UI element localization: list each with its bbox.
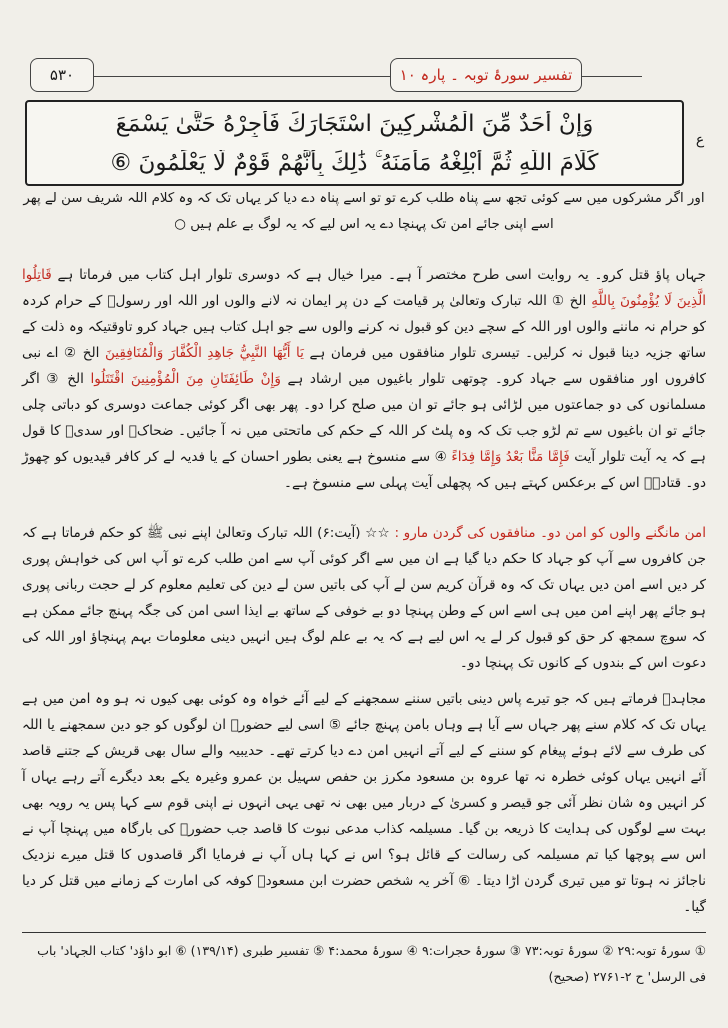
paragraph-3 bbox=[22, 686, 706, 920]
para2-text: اللہ تبارک وتعالیٰ اپنے نبی ﷺ کو حکم فرماتا ہے کہ جن کافروں سے آپ کو جہاد کا حکم دیا گیا ہے ان میں سے اگر کوئی آپ سے امن طلب کرے تو آپ اس کی خواہش پوری کر دیں اسے امن دیں یہاں تک کہ وہ قرآن کریم سن لے آپ کی باتیں سن لے دین کی تعلیم معلوم کر لے حجت ربانی پوری ہو جائے پھر اپنے امن میں ہی اسے اس کے وطن پہنچا دو بے خوفی کے ساتھ بے ایذا اسی امن کی جگہ پہنچ جائے ممکن ہے کہ سوچ سمجھ کر حق کو قبول کر لے یہ اس لیے ہے کہ یہ بے علم لوگ ہیں انہیں دینی معلومات بہم پہنچاؤ اور اللہ کی دعوت اس کے بندوں کے کانوں تک پہنچا دو۔ bbox=[22, 525, 706, 671]
paragraph-1 bbox=[22, 262, 706, 496]
footnote-divider bbox=[22, 932, 706, 933]
quote-verse-b: يَا أَيُّهَا النَّبِيُّ جَاهِدِ الْكُفَّارَ وَالْمُنَافِقِينَ bbox=[104, 345, 304, 361]
ayat-reference: ☆☆ (آیت:۶) bbox=[317, 525, 390, 541]
footnote-line-1: ① سورۂ توبہ:۲۹ ② سورۂ توبہ:۷۳ ③ سورۂ حجرات:۹ ④ سورۂ محمد:۴ ⑤ تفسیر طبری (۱۳۹/۱۴) ⑥ ابو داؤد' کتاب الجہاد' باب bbox=[37, 943, 706, 958]
para1-text-a: جہاں پاؤ قتل کرو۔ یہ روایت اسی طرح مختصر آ ہے۔ میرا خیال ہے کہ دوسری تلوار اہل کتاب میں فرماتا ہے bbox=[57, 267, 707, 283]
page-header bbox=[30, 58, 702, 96]
para3-text: مجاہدؒ فرماتے ہیں کہ جو تیرے پاس دینی باتیں سننے سمجھنے کے لیے آئے خواہ وہ کوئی بھی کیوں نہ ہو وہ امن میں ہے یہاں تک کہ کلام سنے پھر جہاں سے آیا ہے وہاں بامن پہنچ جائے ⑤ اسی لیے حضورؐ ان لوگوں کو جو دین سمجھنے یا اللہ کی طرف سے لائے ہوئے پیغام کو سننے کے لیے آتے انہیں امن دے دیا کرتے تھے۔ حدیبیہ والے سال بھی قریش کے جتنے قاصد آئے انہیں یہاں کوئی خطرہ نہ تھا عروہ بن مسعود مکرز بن حفص سہیل بن عمرو وغیرہ یکے بعد دیگرے آتے رہے یہاں آ کر انہیں وہ شان نظر آئی جو قیصر و کسریٰ کے دربار میں بھی نہ تھی یہی انہوں نے اپنی قوم سے کہا پس یہ رویہ بھی بہت سے لوگوں کی ہدایت کا ذریعہ بن گیا۔ مسیلمہ کذاب مدعی نبوت کا قاصد جب حضورؐ کی بارگاہ میں پہنچا آپ نے اس سے پوچھا کیا تم مسیلمہ کی رسالت کے قائل ہو؟ اس نے کہا ہاں آپ نے فرمایا اگر قاصدوں کا قتل میرے نزدیک ناجائز نہ ہوتا تو میں تیری گردن اڑا دیتا۔ ⑥ آخر یہ شخص حضرت ابن مسعودؓ کوفہ کی امارت کے زمانے میں قتل کر دیا گیا۔ bbox=[22, 691, 706, 915]
verse-translation: اور اگر مشرکوں میں سے کوئی تجھ سے پناہ طلب کرے تو تو اسے پناہ دے دیا کر یہاں تک کہ وہ کلام اللہ شریف سن لے پھر اسے اپنی جائے امن تک پہنچا دے یہ اس لیے کہ یہ لوگ بے علم ہیں ○ bbox=[23, 191, 705, 232]
section-heading: امن مانگنے والوں کو امن دو۔ منافقوں کی گردن مارو : bbox=[394, 525, 706, 541]
page-number: ۵۳۰ bbox=[30, 58, 94, 92]
para1-text-e: ④ سے منسوخ ہے یعنی بطور احسان کے یا فدیہ لے کر کافر قیدیوں کو چھوڑ دو۔ قتادہؒ اس کے برعکس کہتے ہیں کہ پچھلی آیت پہلی سے منسوخ ہے۔ bbox=[22, 449, 706, 491]
ruku-marker: ع bbox=[695, 132, 705, 148]
quran-verse-box bbox=[25, 100, 684, 186]
footnote-line-2: فی الرسل' ح ۲-۲۷۶۱ (صحیح) bbox=[548, 969, 706, 984]
footnotes bbox=[22, 938, 706, 990]
verse-line-1: وَإِنْ أَحَدٌ مِّنَ الْمُشْرِكِينَ اسْتَجَارَكَ فَأَجِرْهُ حَتَّىٰ يَسْمَعَ bbox=[115, 110, 594, 137]
quote-verse-c: وَإِنْ طَائِفَتَانِ مِنَ الْمُؤْمِنِينَ اقْتَتَلُوا bbox=[90, 371, 281, 387]
quote-verse-d: فَإِمَّا مَنًّا بَعْدُ وَإِمَّا فِدَاءً bbox=[451, 449, 570, 465]
running-title: تفسیر سورۂ توبہ ۔ پارہ ۱۰ bbox=[390, 58, 582, 92]
para1-text-b: الخ ① اللہ تبارک وتعالیٰ پر قیامت کے دن پر ایمان نہ لانے والوں اور اللہ اور رسولؐ کے حرام کردہ کو حرام نہ ماننے والوں اور اللہ کے سچے دین کو قبول نہ کرنے والوں سے جو اہل کتاب ہیں جہاد کرو تاوقتیکہ وہ ذلت کے ساتھ جزیہ دینا قبول نہ کرلیں۔ تیسری تلوار منافقوں میں فرمان ہے bbox=[22, 293, 706, 361]
verse-line-2: كَلَامَ اللَّهِ ثُمَّ أَبْلِغْهُ مَأْمَنَهُ ۚ ذَٰلِكَ بِأَنَّهُمْ قَوْمٌ لَّا يَعْلَمُونَ ⑥ bbox=[110, 149, 599, 176]
quote-verse-a: قَاتِلُوا الَّذِينَ لَا يُؤْمِنُونَ بِاللَّهِ bbox=[22, 267, 706, 309]
para1-text-d: الخ ③ اگر مسلمانوں کی دو جماعتوں میں لڑائی ہو جائے تو ان میں صلح کرا دو۔ پھر بھی اگر کوئی جماعت دوسری کو دباتی چلی جائے تو ان باغیوں سے تم لڑو جب تک کہ وہ پلٹ کر اللہ کے حکم کی ماتحتی میں نہ آ جائیں۔ ضحاکؒ اور سدیؒ کا قول ہے کہ یہ آیت تلوار آیت bbox=[22, 371, 706, 465]
para1-text-c: الخ ② اے نبی کافروں اور منافقوں سے جہاد کرو۔ چوتھی تلوار باغیوں میں ارشاد ہے bbox=[22, 345, 706, 387]
paragraph-2 bbox=[22, 520, 706, 676]
